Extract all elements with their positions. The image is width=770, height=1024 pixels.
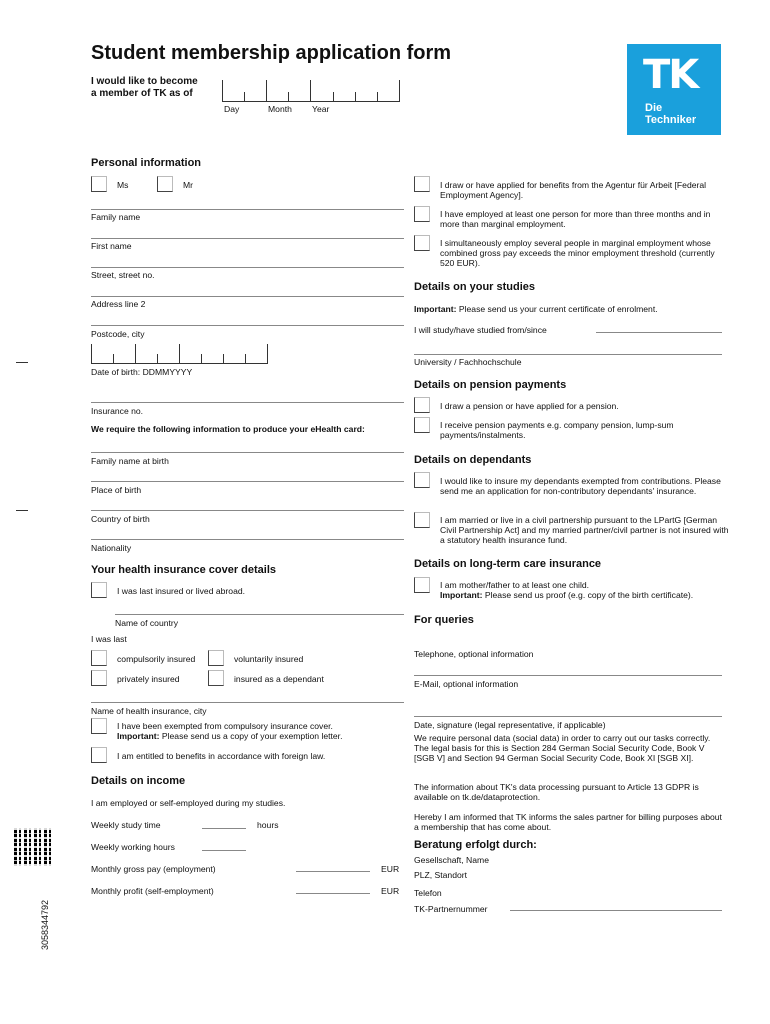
agentur-checkbox[interactable] xyxy=(414,176,430,192)
compulsory-label: compulsorily insured xyxy=(117,654,196,664)
street-input[interactable] xyxy=(91,267,404,268)
company-label: Gesellschaft, Name xyxy=(414,855,489,865)
profit-label: Monthly profit (self-employment) xyxy=(91,886,214,896)
eur-label-1: EUR xyxy=(381,864,400,874)
compulsory-checkbox[interactable] xyxy=(91,650,107,666)
pension-receive-label: I receive pension payments e.g. company pension, lump-sum payments/instalments. xyxy=(440,420,674,441)
abroad-label: I was last insured or lived abroad. xyxy=(117,586,246,596)
country-birth-input[interactable] xyxy=(91,510,404,511)
family-name-input[interactable] xyxy=(91,209,404,210)
dependants-insure-label: I would like to insure my dependants exempted from contributions. Please send me an application for non-contributory dependants' insurance. xyxy=(440,476,721,497)
street-label: Street, street no. xyxy=(91,270,155,280)
tk-logo-line1: Die xyxy=(645,102,663,114)
mr-label: Mr xyxy=(183,180,194,190)
ltc-important-text: Please send us proof (e.g. copy of the birth certificate). xyxy=(482,590,694,600)
membership-label-2: a member of TK as of xyxy=(91,88,193,99)
studies-important-bold: Important: xyxy=(414,304,457,314)
tk-logo-mark: TK xyxy=(643,52,698,98)
ltc-parent-checkbox[interactable] xyxy=(414,577,430,593)
partner-input[interactable] xyxy=(510,910,722,911)
nationality-label: Nationality xyxy=(91,543,132,553)
since-label: I will study/have studied from/since xyxy=(414,325,547,335)
profit-input[interactable] xyxy=(296,893,370,894)
first-name-input[interactable] xyxy=(91,238,404,239)
place-birth-input[interactable] xyxy=(91,481,404,482)
personal-heading: Personal information xyxy=(91,157,202,169)
insurance-no-label: Insurance no. xyxy=(91,406,144,416)
ltc-important-bold: Important: xyxy=(440,590,483,600)
birth-name-input[interactable] xyxy=(91,452,404,453)
tk-logo-line2: Techniker xyxy=(645,114,697,126)
voluntary-label: voluntarily insured xyxy=(234,654,304,664)
privacy-text-1: We require personal data (social data) in order to carry out our tasks correctly. The legal basis for this is Section 284 German Social Security Code, Book V [SGB V] and Section 94 German Social Security Code, Book XI [SGB XI]. xyxy=(414,733,711,764)
dependants-married-checkbox[interactable] xyxy=(414,512,430,528)
employed-person-label: I have employed at least one person for more than three months and in more than marginal employment. xyxy=(440,209,711,230)
ms-label: Ms xyxy=(117,180,129,190)
exempt-checkbox[interactable] xyxy=(91,718,107,734)
beratung-heading: Beratung erfolgt durch: xyxy=(414,839,537,851)
study-time-input[interactable] xyxy=(202,828,246,829)
dependant-label: insured as a dependant xyxy=(234,674,324,684)
ltc-heading: Details on long-term care insurance xyxy=(414,558,602,570)
phone-label: Telephone, optional information xyxy=(414,649,534,659)
fold-mark-2 xyxy=(16,510,28,511)
exempt-label: I have been exempted from compulsory insurance cover. xyxy=(117,721,333,731)
pension-heading: Details on pension payments xyxy=(414,379,567,391)
page-title: Student membership application form xyxy=(91,42,452,64)
year-label: Year xyxy=(312,104,330,114)
form-number: 3058344792 xyxy=(40,899,50,950)
private-label: privately insured xyxy=(117,674,180,684)
telefon-label: Telefon xyxy=(414,888,442,898)
family-name-label: Family name xyxy=(91,212,141,222)
country-birth-label: Country of birth xyxy=(91,514,150,524)
dob-label: Date of birth: DDMMYYYY xyxy=(91,367,193,377)
signature-input[interactable] xyxy=(414,716,722,717)
last-insured-label: I was last xyxy=(91,634,127,644)
gross-input[interactable] xyxy=(296,871,370,872)
studies-important-text: Please send us your current certificate of enrolment. xyxy=(456,304,658,314)
dependants-insure-checkbox[interactable] xyxy=(414,472,430,488)
study-time-label: Weekly study time xyxy=(91,820,161,830)
working-hours-label: Weekly working hours xyxy=(91,842,175,852)
ltc-important xyxy=(440,590,693,600)
address2-label: Address line 2 xyxy=(91,299,146,309)
dependants-heading: Details on dependants xyxy=(414,454,532,466)
plz-label: PLZ, Standort xyxy=(414,870,468,880)
day-label: Day xyxy=(224,104,240,114)
ehealth-note: We require the following information to produce your eHealth card: xyxy=(91,424,365,434)
postcode-label: Postcode, city xyxy=(91,329,145,339)
dependant-checkbox[interactable] xyxy=(208,670,224,686)
insurer-input[interactable] xyxy=(91,702,404,703)
fold-mark-1 xyxy=(16,362,28,363)
voluntary-checkbox[interactable] xyxy=(208,650,224,666)
pension-draw-checkbox[interactable] xyxy=(414,397,430,413)
first-name-label: First name xyxy=(91,241,132,251)
university-label: University / Fachhochschule xyxy=(414,357,522,367)
several-checkbox[interactable] xyxy=(414,235,430,251)
exempt-important xyxy=(117,731,342,741)
hours-label: hours xyxy=(257,820,279,830)
employed-person-checkbox[interactable] xyxy=(414,206,430,222)
university-input[interactable] xyxy=(414,354,722,355)
signature-label: Date, signature (legal representative, if applicable) xyxy=(414,720,606,730)
mr-checkbox[interactable] xyxy=(157,176,173,192)
membership-label-1: I would like to become xyxy=(91,76,198,87)
insurance-no-input[interactable] xyxy=(91,402,404,403)
privacy-text-2: The information about TK's data processing pursuant to Article 13 GDPR is available on tk.de/dataprotection. xyxy=(414,782,699,803)
insurer-label: Name of health insurance, city xyxy=(91,706,207,716)
postcode-input[interactable] xyxy=(91,325,404,326)
membership-date-field[interactable] xyxy=(222,80,400,102)
ms-checkbox[interactable] xyxy=(91,176,107,192)
month-label: Month xyxy=(268,104,292,114)
ltc-parent-label: I am mother/father to at least one child. xyxy=(440,580,590,590)
studies-important xyxy=(414,304,658,314)
gross-label: Monthly gross pay (employment) xyxy=(91,864,216,874)
agentur-label: I draw or have applied for benefits from the Agentur für Arbeit [Federal Employment Agency]. xyxy=(440,180,707,201)
place-birth-label: Place of birth xyxy=(91,485,142,495)
birth-name-label: Family name at birth xyxy=(91,456,169,466)
country-input[interactable] xyxy=(115,614,404,615)
income-heading: Details on income xyxy=(91,775,186,787)
cover-heading: Your health insurance cover details xyxy=(91,564,277,576)
foreign-label: I am entitled to benefits in accordance with foreign law. xyxy=(117,751,326,761)
studies-heading: Details on your studies xyxy=(414,281,536,293)
employed-label: I am employed or self-employed during my studies. xyxy=(91,798,286,808)
exempt-important-bold: Important: xyxy=(117,731,160,741)
email-input[interactable] xyxy=(414,675,722,676)
since-input[interactable] xyxy=(596,332,722,333)
abroad-checkbox[interactable] xyxy=(91,582,107,598)
exempt-important-text: Please send us a copy of your exemption letter. xyxy=(159,731,343,741)
eur-label-2: EUR xyxy=(381,886,400,896)
tk-logo xyxy=(627,44,721,135)
pension-draw-label: I draw a pension or have applied for a pension. xyxy=(440,401,619,411)
queries-heading: For queries xyxy=(414,614,474,626)
privacy-text-3: Hereby I am informed that TK informs the sales partner for billing purposes about a membership that has come about. xyxy=(414,812,722,833)
pension-receive-checkbox[interactable] xyxy=(414,417,430,433)
country-label: Name of country xyxy=(115,618,179,628)
qr-code xyxy=(14,828,52,866)
partner-label: TK-Partnernummer xyxy=(414,904,488,914)
email-label: E-Mail, optional information xyxy=(414,679,519,689)
dob-field[interactable] xyxy=(91,344,268,364)
working-hours-input[interactable] xyxy=(202,850,246,851)
address2-input[interactable] xyxy=(91,296,404,297)
dependants-married-label: I am married or live in a civil partnership pursuant to the LPartG [German Civil Partnership Act] and my married partner/civil partner is not insured with a statutory health insurance fund. xyxy=(440,515,729,546)
nationality-input[interactable] xyxy=(91,539,404,540)
private-checkbox[interactable] xyxy=(91,670,107,686)
several-label: I simultaneously employ several people in marginal employment whose combined gross pay exceeds the minor employment threshold (currently 520 EUR). xyxy=(440,238,715,269)
foreign-checkbox[interactable] xyxy=(91,747,107,763)
